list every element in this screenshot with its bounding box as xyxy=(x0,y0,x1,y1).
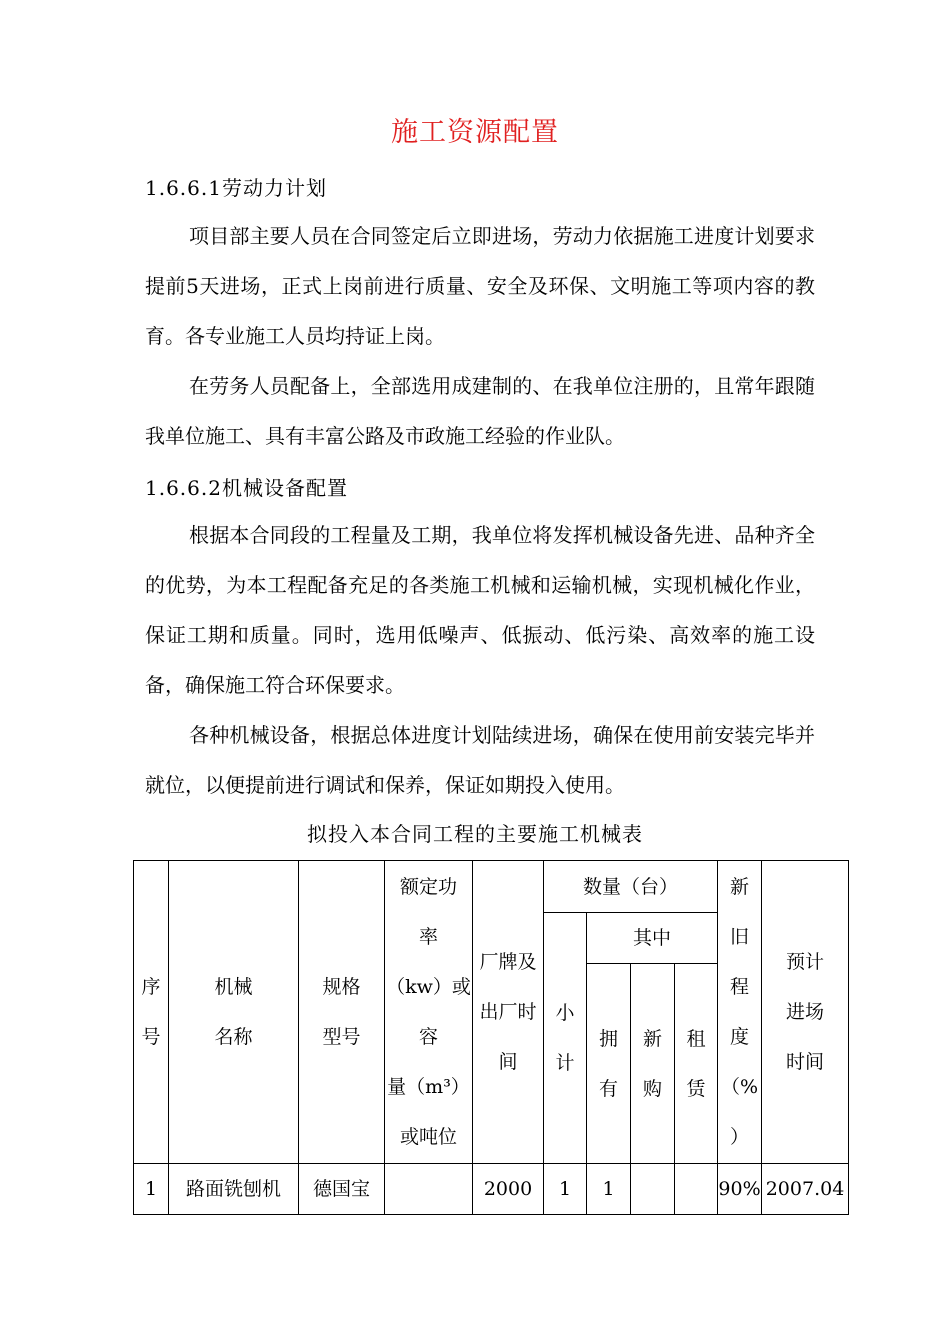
header-machine-name: 机械 名称 xyxy=(169,861,299,1164)
cell-lease xyxy=(675,1164,718,1215)
header-subtotal: 小 计 xyxy=(544,913,587,1164)
table-header-row xyxy=(134,861,849,913)
paragraph-equipment-2: 各种机械设备，根据总体进度计划陆续进场，确保在使用前安装完毕并就位，以便提前进行调试和保养，保证如期投入使用。 xyxy=(145,723,815,797)
cell-maker: 2000 xyxy=(473,1164,544,1215)
cell-machine-name: 路面铣刨机 xyxy=(169,1164,299,1215)
header-owned: 拥 有 xyxy=(587,964,631,1164)
cell-power xyxy=(385,1164,473,1215)
section-heading-equipment: 1.6.6.2机械设备配置 xyxy=(145,476,348,500)
header-among: 其中 xyxy=(587,913,718,964)
table-caption: 拟投入本合同工程的主要施工机械表 xyxy=(307,822,643,846)
header-lease: 租 赁 xyxy=(675,964,718,1164)
paragraph-equipment-1: 根据本合同段的工程量及工期，我单位将发挥机械设备先进、品种齐全的优势，为本工程配备充足的各类施工机械和运输机械，实现机械化作业，保证工期和质量。同时，选用低噪声、低振动、低污染、高效率的施工设备，确保施工符合环保要求。 xyxy=(145,523,815,697)
header-arrival-time: 预计 进场 时间 xyxy=(762,861,849,1164)
cell-seq: 1 xyxy=(134,1164,169,1215)
header-rated-power: 额定功 率 （kw）或容 量（m³） 或吨位 xyxy=(385,861,473,1164)
page-title: 施工资源配置 xyxy=(391,117,559,148)
header-model: 规格 型号 xyxy=(299,861,385,1164)
header-seq: 序 号 xyxy=(134,861,169,1164)
paragraph-labor-2: 在劳务人员配备上，全部选用成建制的、在我单位注册的，且常年跟随我单位施工、具有丰富公路及市政施工经验的作业队。 xyxy=(145,374,815,448)
cell-condition: 90% xyxy=(718,1164,762,1215)
header-condition: 新 旧 程 度（% ） xyxy=(718,861,762,1164)
section-heading-labor: 1.6.6.1劳动力计划 xyxy=(145,176,327,200)
paragraph-labor-1: 项目部主要人员在合同签定后立即进场，劳动力依据施工进度计划要求提前5天进场，正式上岗前进行质量、安全及环保、文明施工等项内容的教育。各专业施工人员均持证上岗。 xyxy=(145,224,815,348)
equipment-table xyxy=(133,860,849,1215)
table-row xyxy=(134,1164,849,1215)
cell-model: 德国宝 xyxy=(299,1164,385,1215)
cell-new-purchase xyxy=(631,1164,675,1215)
cell-owned: 1 xyxy=(587,1164,631,1215)
header-new-purchase: 新 购 xyxy=(631,964,675,1164)
header-maker: 厂牌及 出厂时 间 xyxy=(473,861,544,1164)
cell-subtotal: 1 xyxy=(544,1164,587,1215)
cell-arrival-time: 2007.04 xyxy=(762,1164,849,1215)
header-quantity: 数量（台） xyxy=(544,861,718,913)
